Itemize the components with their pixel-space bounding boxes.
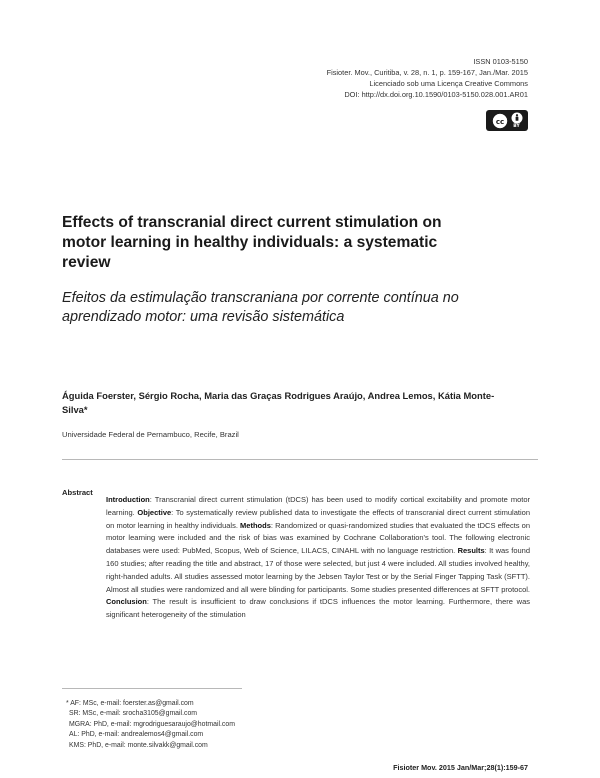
footnote-divider xyxy=(62,688,242,689)
abstract-text-objective: : To systematically review published data to investigate the effects of transcranial direct current stimulation on motor learning in healthy individuals. xyxy=(106,507,530,530)
abstract-label: Abstract xyxy=(62,488,93,497)
footnote-text: : PhD, e-mail: mgrodriguesaraujo@hotmail.com xyxy=(89,720,235,728)
footnote-code: MGRA xyxy=(69,720,90,728)
footnote-item xyxy=(66,730,235,740)
footnote-item xyxy=(66,720,235,730)
article-title-pt: Efeitos da estimulação transcraniana por corrente contínua no aprendizado motor: uma revisão sistemática xyxy=(62,290,459,325)
citation: Fisioter. Mov., Curitiba, v. 28, n. 1, p. 159-167, Jan./Mar. 2015 xyxy=(326,68,528,77)
abstract-heading-introduction: Introduction xyxy=(106,495,150,504)
abstract-text-methods: : Randomized or quasi-randomized studies that evaluated the tDCS effects on motor learning were included and the risk of bias was examined by Cochrane Collaboration's tool. The following electronic databases were used: PubMed, Scopus, Web of Science, LILACS, CINAHL with no language restriction. xyxy=(106,520,530,556)
abstract-text-conclusion: : The result is insufficient to draw conclusions if tDCS influences the motor learning. Furthermore, there was significant heterogeneity of the stimulation xyxy=(106,597,530,620)
footnote-item xyxy=(66,699,235,709)
abstract-heading-methods: Methods xyxy=(240,520,271,530)
footnote-text: : PhD, e-mail: monte.silvakk@gmail.com xyxy=(83,741,208,749)
abstract-heading-conclusion: Conclusion xyxy=(106,597,147,607)
attribution-icon xyxy=(511,112,523,124)
footnote-item xyxy=(66,741,235,751)
footnote-item xyxy=(66,709,235,719)
divider-top xyxy=(62,459,538,460)
abstract-text-introduction: : Transcranial direct current stimulation (tDCS) has been used to modify cortical excitability and promote motor learning. xyxy=(106,495,530,517)
abstract-text-results: : It was found 160 studies; after reading the title and abstract, 17 of those were selected, but just 4 were included. All studies involved healthy, right-handed adults. All studies assessed motor learning by the Jebsen Taylor Test or by the Serial Finger Tapping Task (SFTT). Almost all studies were randomized and all were blinding for participants. Some studies presented differences at SFTT protocol. xyxy=(106,546,531,594)
author-list: Águida Foerster, Sérgio Rocha, Maria das Graças Rodrigues Araújo, Andrea Lemos, Kátia Monte-Silva* xyxy=(62,390,495,415)
issn: ISSN 0103-5150 xyxy=(473,57,528,66)
footnote-code: * AF xyxy=(66,700,80,707)
abstract-body xyxy=(106,494,530,622)
abstract-heading-results: Results xyxy=(457,546,485,556)
article-title-en: Effects of transcranial direct current stimulation on motor learning in healthy individuals: a systematic review xyxy=(62,214,442,271)
license-badge-text: BY xyxy=(513,124,520,129)
footnote-text: : PhD, e-mail: andrealemos4@gmail.com xyxy=(77,731,204,739)
license-text: Licenciado sob uma Licença Creative Commons xyxy=(369,79,528,88)
footnote-text: : MSc, e-mail: foerster.as@gmail.com xyxy=(79,700,194,707)
page-footer: Fisioter Mov. 2015 Jan/Mar;28(1):159-67 xyxy=(393,763,528,772)
footnotes xyxy=(66,699,235,751)
footnote-code: SR xyxy=(69,710,79,718)
doi-link[interactable]: DOI: http://dx.doi.org.10.1590/0103-5150.028.001.AR01 xyxy=(344,90,528,99)
cc-license-badge[interactable] xyxy=(486,110,528,131)
footnote-code: KMS xyxy=(69,741,84,749)
creative-commons-icon xyxy=(492,113,508,129)
footnote-code: AL xyxy=(69,731,78,739)
affiliation: Universidade Federal de Pernambuco, Recife, Brazil xyxy=(62,430,239,439)
svg-text:cc: cc xyxy=(495,117,504,126)
abstract-heading-objective: Objective xyxy=(137,507,172,517)
journal-info xyxy=(327,56,528,100)
footnote-text: : MSc, e-mail: srocha3105@gmail.com xyxy=(78,710,198,718)
